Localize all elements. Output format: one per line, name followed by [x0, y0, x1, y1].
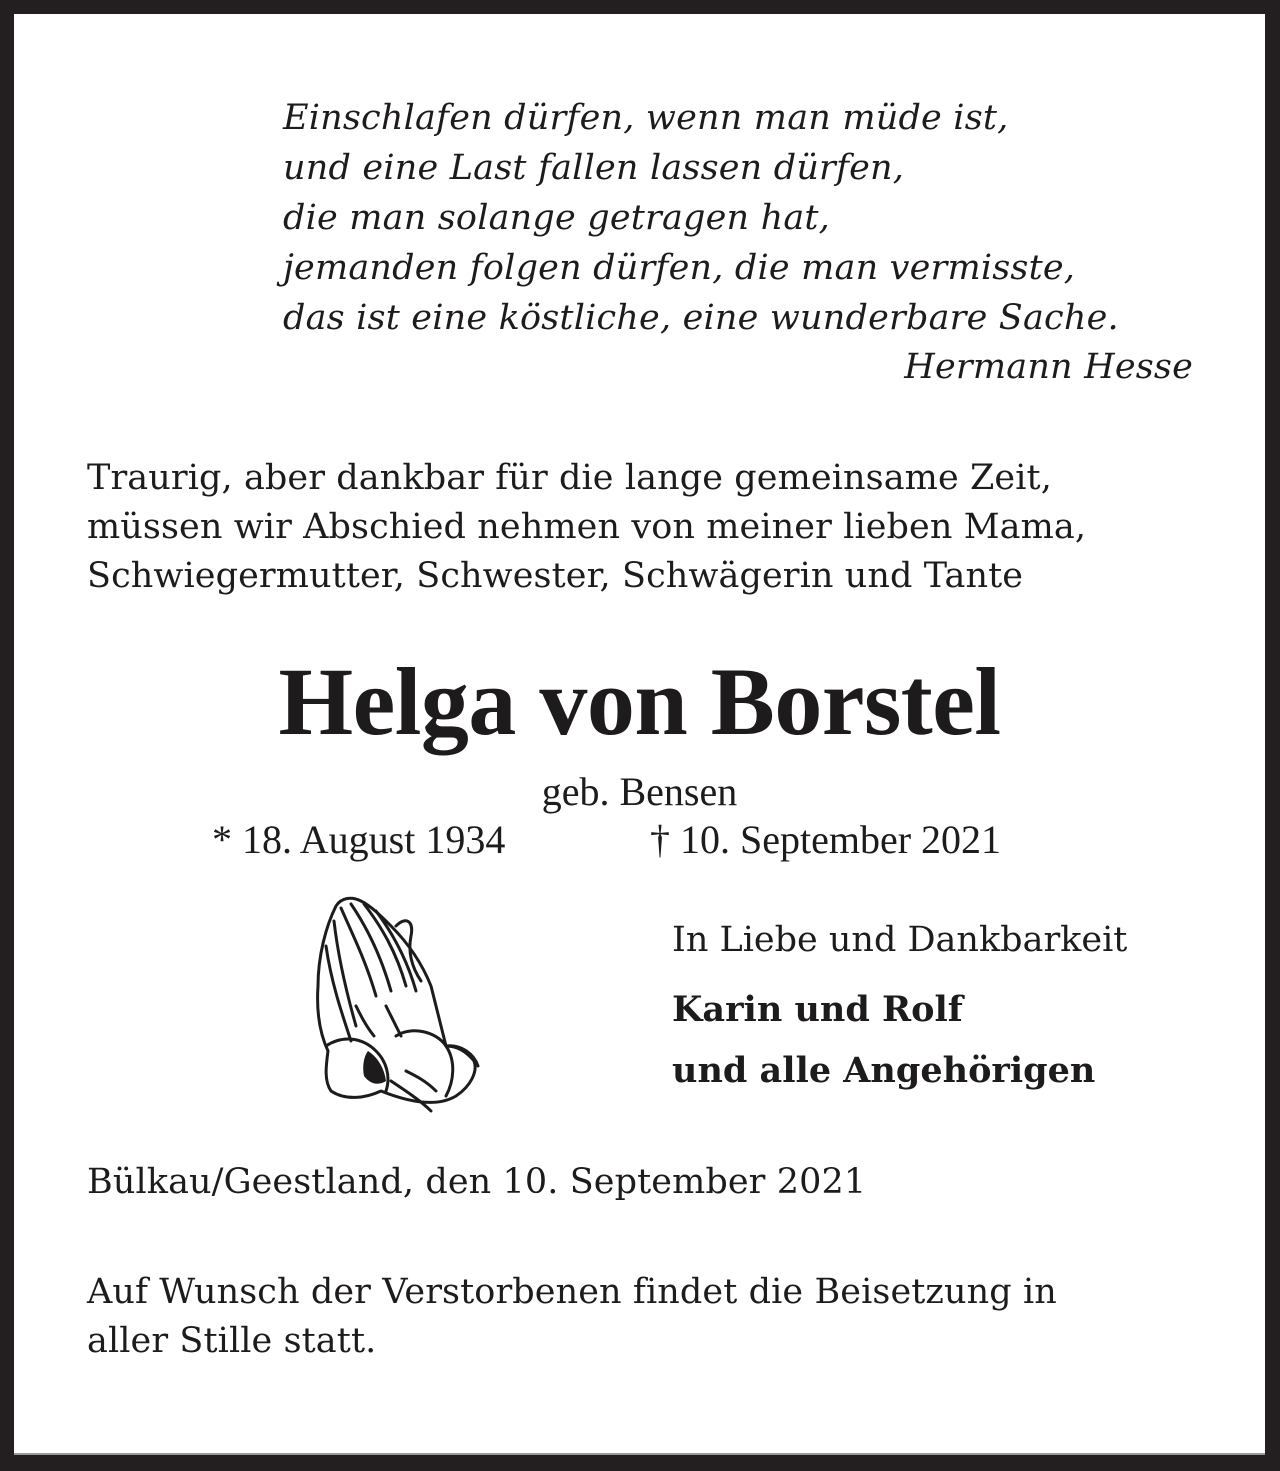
signature-names: Karin und Rolf — [672, 989, 963, 1030]
intro-line: müssen wir Abschied nehmen von meiner lieben Mama, — [87, 507, 1087, 547]
signature-others: und alle Angehörigen — [672, 1050, 1096, 1091]
maiden-name: geb. Bensen — [541, 769, 738, 814]
signature-intro: In Liebe und Dankbarkeit — [672, 920, 1128, 960]
quote-line: jemanden folgen dürfen, die man vermisste, — [283, 248, 1076, 288]
deceased-name: Helga von Borstel — [278, 648, 1001, 755]
birth-date: * 18. August 1934 — [212, 817, 506, 862]
death-date: † 10. September 2021 — [650, 817, 1002, 862]
quote-line: die man solange getragen hat, — [283, 198, 831, 238]
closing-line: aller Stille statt. — [87, 1321, 377, 1361]
closing-line: Auf Wunsch der Verstorbenen findet die Beisetzung in — [87, 1272, 1057, 1312]
intro-line: Traurig, aber dankbar für die lange gemeinsame Zeit, — [87, 458, 1052, 498]
praying-hands-icon — [296, 886, 481, 1121]
intro-line: Schwiegermutter, Schwester, Schwägerin und Tante — [87, 556, 1024, 596]
quote-line: das ist eine köstliche, eine wunderbare Sache. — [283, 298, 1119, 338]
place-date: Bülkau/Geestland, den 10. September 2021 — [87, 1162, 867, 1202]
quote-line: und eine Last fallen lassen dürfen, — [283, 148, 905, 188]
quote-line: Einschlafen dürfen, wenn man müde ist, — [283, 98, 1009, 138]
obituary-notice — [14, 14, 1265, 1455]
quote-author: Hermann Hesse — [904, 347, 1193, 387]
